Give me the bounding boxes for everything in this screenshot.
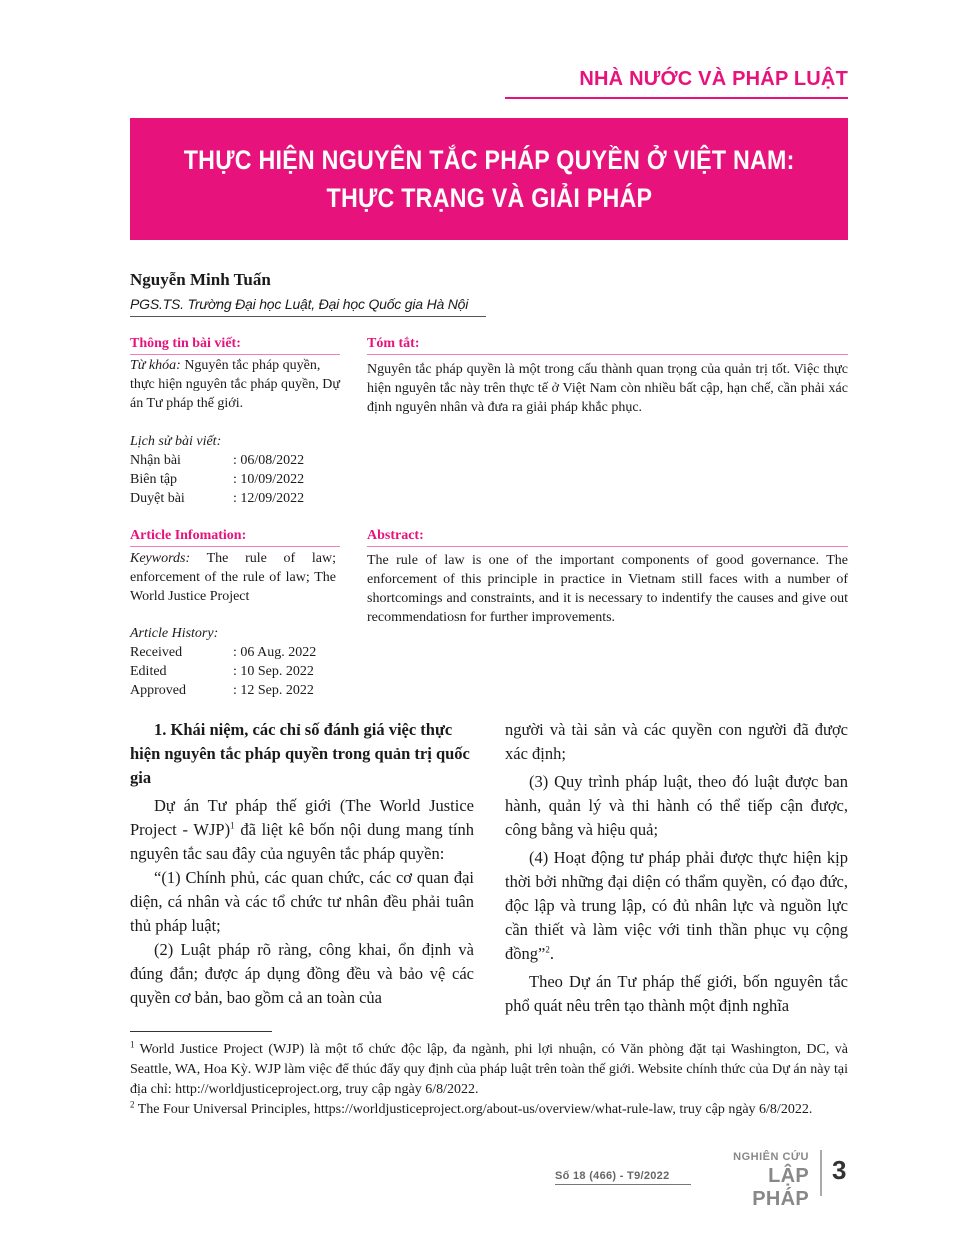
body-left-column	[130, 718, 474, 1010]
author-name: Nguyễn Minh Tuấn	[130, 270, 271, 289]
body-right-content	[505, 718, 848, 1018]
abstract-en-text: The rule of law is one of the important components of good governance. The enforcement of this principle in practice in Vietnam still faces with a number of shortcomings and constraints, and it is necessary to indentify the causes and give out recommendatiosn for further improvements.	[367, 553, 848, 625]
journal-name-main: LẬP PHÁP	[752, 1165, 809, 1210]
summary-vi-text: Nguyên tắc pháp quyền là một trong cấu thành quan trọng của quản trị tốt. Việc thực hiện nguyên tắc này trên thực tế ở Việt Nam còn nhiều bất cập, hạn chế, cần phải xác định nguyên nhân và đưa ra giải pháp khắc phục.	[367, 362, 848, 415]
history-en-row	[130, 662, 316, 681]
history-vi-row	[130, 470, 304, 489]
abstract-en-label: Abstract:	[367, 528, 424, 543]
body-text: Dự án Tư pháp thế giới (The World Justice Project - WJP)	[130, 796, 474, 839]
keywords-en-label: Keywords:	[130, 551, 191, 566]
info-vi-rule	[130, 354, 340, 355]
history-vi-row	[130, 489, 304, 508]
history-value: : 12 Sep. 2022	[233, 683, 314, 698]
abstract-en-rule	[367, 546, 848, 547]
history-key: Received	[130, 645, 183, 660]
history-value: : 10/09/2022	[233, 472, 305, 487]
history-value: : 06/08/2022	[233, 453, 305, 468]
body-continuation: người và tài sản và các quyền con người đã được xác định;	[505, 720, 848, 763]
page-number: 3	[832, 1155, 847, 1185]
history-en-row	[130, 643, 316, 662]
body-paragraph	[505, 846, 848, 966]
keywords-vi-label: Từ khóa:	[130, 358, 181, 373]
info-en-label: Article Infomation:	[130, 528, 247, 543]
footnote-ref: 1	[230, 820, 235, 831]
title-banner	[130, 118, 848, 240]
keywords-en-text: The rule of law; enforcement of the rule of law; The World Justice Project	[130, 551, 336, 604]
section-header: NHÀ NƯỚC VÀ PHÁP LUẬT	[579, 68, 848, 90]
history-key: Nhận bài	[130, 453, 181, 468]
footer-rule	[555, 1184, 691, 1185]
summary-vi-label: Tóm tắt:	[367, 336, 420, 351]
section-heading: 1. Khái niệm, các chỉ số đánh giá việc thực hiện nguyên tắc pháp quyền trong quản trị quốc gia	[130, 720, 470, 787]
affiliation-rule	[130, 316, 486, 317]
body-paragraph: (2) Luật pháp rõ ràng, công khai, ổn định và đúng đắn; được áp dụng đồng đều và bảo vệ các quyền cơ bản, bao gồm cả an toàn của	[130, 940, 474, 1007]
history-key: Duyệt bài	[130, 491, 185, 506]
footnote-2	[130, 1100, 848, 1120]
body-text: (4) Hoạt động tư pháp phải được thực hiện kịp thời bởi những đại diện có thẩm quyền, có đạo đức, độc lập và trung lập, có đủ nhân lực và nguồn lực cần thiết và làm việc với tinh thần phục vụ cộng đồng”	[505, 848, 848, 963]
footnote-number: 1	[130, 1039, 135, 1050]
footnote-number: 2	[130, 1099, 135, 1110]
history-value: : 06 Aug. 2022	[233, 645, 317, 660]
footnote-text: World Justice Project (WJP) là một tổ chức độc lập, đa ngành, phi lợi nhuận, có Văn phòng đặt tại Washington, DC, và Seattle, WA, Hoa Kỳ. WJP làm việc để thúc đẩy quy định của pháp luật trên toàn thế giới. Website chính thức của Dự án này tại địa chỉ: http://worldjusticeproject.org, truy cập ngày 6/8/2022.	[130, 1042, 848, 1097]
history-vi-label: Lịch sử bài viết:	[130, 434, 222, 449]
body-text: .	[549, 944, 554, 963]
history-key: Approved	[130, 683, 186, 698]
history-key: Edited	[130, 664, 167, 679]
history-value: : 10 Sep. 2022	[233, 664, 314, 679]
footnote-ref: 2	[545, 944, 550, 955]
body-paragraph	[130, 794, 474, 866]
history-en-table	[130, 643, 316, 700]
history-vi-row	[130, 451, 304, 470]
title-line-2: THỰC TRẠNG VÀ GIẢI PHÁP	[326, 183, 652, 213]
history-value: : 12/09/2022	[233, 491, 305, 506]
keywords-en	[130, 549, 336, 606]
footnote-1	[130, 1040, 848, 1100]
author-affiliation: PGS.TS. Trường Đại học Luật, Đại học Quốc gia Hà Nội	[130, 296, 469, 312]
body-paragraph: (3) Quy trình pháp luật, theo đó luật được ban hành, quản lý và thi hành có thể tiếp cận được, công bằng và hiệu quả;	[505, 772, 848, 839]
info-vi-label: Thông tin bài viết:	[130, 336, 241, 351]
keywords-vi	[130, 356, 342, 413]
journal-name-top: NGHIÊN CỨU	[733, 1151, 809, 1163]
issue-number: Số 18 (466) - T9/2022	[555, 1170, 670, 1182]
footnote-text: The Four Universal Principles, https://worldjusticeproject.org/about-us/overview/what-rule-law, truy cập ngày 6/8/2022.	[134, 1102, 813, 1117]
body-paragraph: “(1) Chính phủ, các quan chức, các cơ quan đại diện, cá nhân và các tổ chức tư nhân đều phải tuân thủ pháp luật;	[130, 868, 474, 935]
keywords-vi-text: Nguyên tắc pháp quyền, thực hiện nguyên tắc pháp quyền, Dự án Tư pháp thế giới.	[130, 358, 340, 411]
history-en-label: Article History:	[130, 626, 219, 641]
footer-divider	[820, 1150, 822, 1196]
summary-vi-rule	[367, 354, 848, 355]
history-key: Biên tập	[130, 472, 178, 487]
history-vi-table	[130, 451, 304, 508]
title-line-1: THỰC HIỆN NGUYÊN TẮC PHÁP QUYỀN Ở VIỆT NAM:	[183, 145, 795, 175]
history-en-row	[130, 681, 316, 700]
info-en-rule	[130, 546, 340, 547]
section-header-rule	[505, 97, 848, 99]
body-paragraph: Theo Dự án Tư pháp thế giới, bốn nguyên tắc phổ quát nêu trên tạo thành một định nghĩa	[505, 972, 848, 1015]
footnote-rule	[130, 1031, 272, 1032]
body-text: đã liệt kê bốn nội dung mang tính nguyên tắc sau đây của nguyên tắc pháp quyền:	[130, 820, 474, 863]
